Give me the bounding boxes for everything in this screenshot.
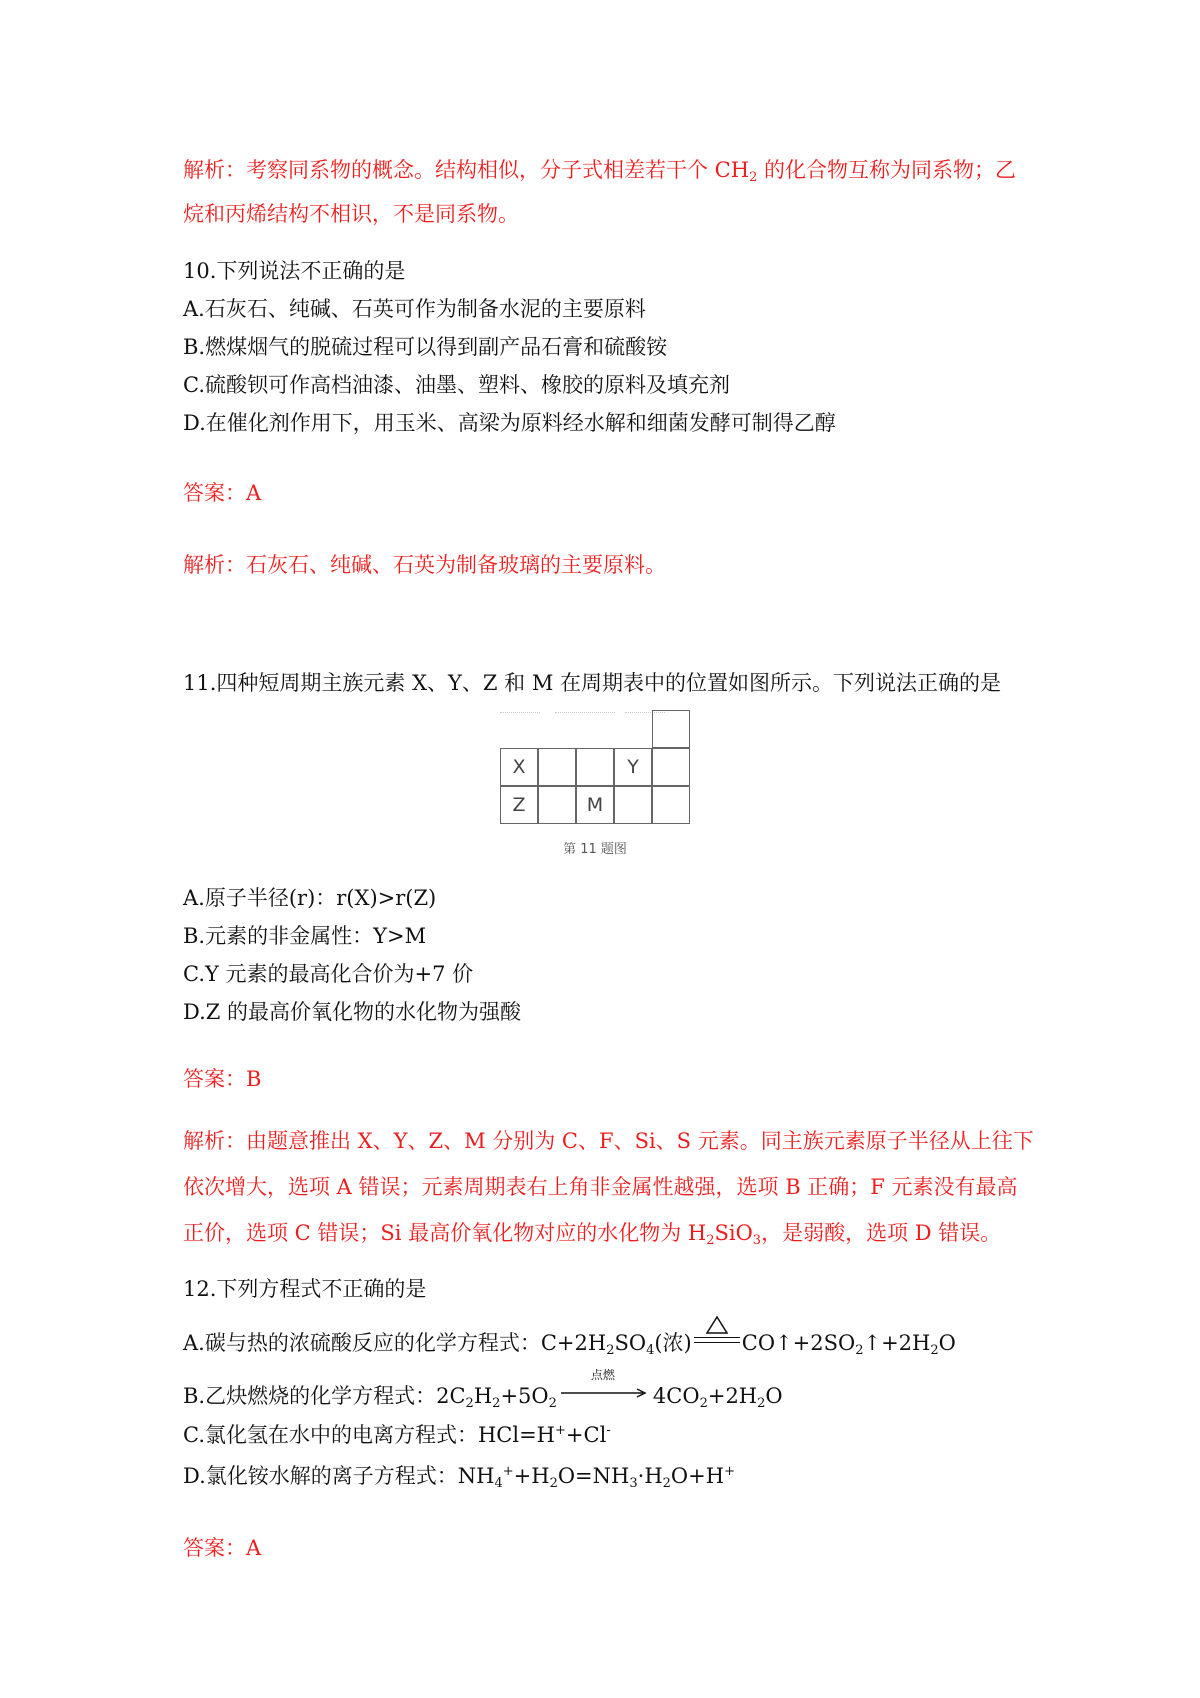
- subscript: 2: [492, 1396, 501, 1411]
- text: 解析：考察同系物的概念。结构相似，分子式相差若干个 CH: [183, 158, 750, 182]
- text: A.碳与热的浓硫酸反应的化学方程式：C+2H: [183, 1331, 607, 1355]
- text: CO↑+2SO: [741, 1331, 856, 1355]
- text: +H: [513, 1464, 550, 1488]
- subscript: 2: [549, 1476, 558, 1491]
- q11-option-b: B.元素的非金属性：Y>M: [183, 924, 427, 948]
- q11-option-a: A.原子半径(r)：r(X)>r(Z): [183, 886, 437, 910]
- text: ，是弱酸，选项 D 错误。: [761, 1221, 1002, 1245]
- text: (浓): [654, 1331, 692, 1355]
- q11-option-d: D.Z 的最高价氧化物的水化物为强酸: [183, 1000, 522, 1024]
- ignite-arrow: [561, 1368, 649, 1403]
- subscript: 2: [706, 1233, 715, 1248]
- q9-analysis-line-2: 烷和丙烯结构不相识，不是同系物。: [183, 202, 519, 226]
- q11-answer: 答案：B: [183, 1067, 262, 1091]
- q12-option-b: [183, 1368, 1033, 1411]
- figure-caption: 第 11 题图: [563, 842, 627, 857]
- subscript: 2: [662, 1476, 671, 1491]
- q10-option-c: C.硫酸钡可作高档油漆、油墨、塑料、橡胶的原料及填充剂: [183, 373, 730, 397]
- text: 的化合物互称为同系物；乙: [757, 158, 1017, 182]
- subscript: 2: [548, 1396, 557, 1411]
- text: ↑+2H: [863, 1331, 931, 1355]
- subscript: 2: [757, 1396, 766, 1411]
- text: +2H: [707, 1384, 758, 1408]
- q10-analysis: 解析：石灰石、纯碱、石英为制备玻璃的主要原料。: [183, 553, 666, 577]
- q11-stem: 11.四种短周期主族元素 X、Y、Z 和 M 在周期表中的位置如图所示。下列说法正确的是: [183, 671, 1002, 695]
- q12-option-a: [183, 1328, 1033, 1358]
- q10-stem: 10.下列说法不正确的是: [183, 259, 406, 283]
- subscript: 4: [494, 1476, 503, 1491]
- subscript: 4: [646, 1343, 655, 1358]
- decorative-line: [555, 712, 615, 715]
- subscript: 3: [629, 1476, 638, 1491]
- text: C.氯化氢在水中的电离方程式：HCl=H: [183, 1423, 556, 1447]
- text: D.氯化铵水解的离子方程式：NH: [183, 1464, 495, 1488]
- text: SO: [614, 1331, 647, 1355]
- subscript: 2: [465, 1396, 474, 1411]
- table-cell: [576, 748, 614, 786]
- table-cell: [614, 786, 652, 824]
- text: +5O: [500, 1384, 549, 1408]
- table-cell: [652, 748, 690, 786]
- superscript: +: [724, 1464, 735, 1479]
- table-cell: [652, 710, 690, 748]
- text: ·H: [637, 1464, 663, 1488]
- table-cell-x: X: [500, 748, 538, 786]
- table-cell: [652, 786, 690, 824]
- superscript: +: [555, 1423, 566, 1438]
- subscript: 3: [752, 1233, 762, 1248]
- text: O+H: [670, 1464, 725, 1488]
- table-cell-y: Y: [614, 748, 652, 786]
- q9-analysis-line-1: [183, 155, 1033, 185]
- table-cell-z: Z: [500, 786, 538, 824]
- arrow-right-icon: [561, 1388, 649, 1398]
- q12-option-c: [183, 1420, 1033, 1450]
- superscript: -: [606, 1423, 611, 1438]
- q10-option-a: A.石灰石、纯碱、石英可作为制备水泥的主要原料: [183, 297, 646, 321]
- q10-option-b: B.燃煤烟气的脱硫过程可以得到副产品石膏和硫酸铵: [183, 335, 668, 359]
- heat-condition-sign: [694, 1330, 740, 1350]
- superscript: +: [502, 1464, 514, 1479]
- q11-analysis-line-3: [183, 1218, 1033, 1248]
- text: B.乙炔燃烧的化学方程式：2C: [183, 1384, 466, 1408]
- text: 正价，选项 C 错误；Si 最高价氧化物对应的水化物为 H: [183, 1221, 707, 1245]
- q10-answer: 答案：A: [183, 481, 262, 505]
- q12-answer: 答案：A: [183, 1536, 262, 1560]
- q11-option-c: C.Y 元素的最高化合价为+7 价: [183, 962, 474, 986]
- text: O=NH: [557, 1464, 630, 1488]
- text: +Cl: [565, 1423, 607, 1447]
- subscript: 2: [930, 1343, 939, 1358]
- subscript: 2: [699, 1396, 708, 1411]
- text: 4CO: [652, 1384, 700, 1408]
- table-cell-m: M: [576, 786, 614, 824]
- periodic-table-figure: [500, 712, 710, 862]
- table-cell: [538, 748, 576, 786]
- table-cell: [538, 786, 576, 824]
- text: SiO: [714, 1221, 753, 1245]
- q10-option-d: D.在催化剂作用下，用玉米、高梁为原料经水解和细菌发酵可制得乙醇: [183, 411, 836, 435]
- delta-icon: [706, 1316, 728, 1334]
- reaction-condition-label: 点燃: [590, 1368, 615, 1382]
- q12-option-d: [183, 1461, 1033, 1491]
- q11-analysis-line-2: 依次增大，选项 A 错误；元素周期表右上角非金属性越强，选项 B 正确；F 元素没有最高: [183, 1175, 1018, 1199]
- text: O: [938, 1331, 956, 1355]
- text: H: [473, 1384, 493, 1408]
- text: O: [765, 1384, 783, 1408]
- decorative-line: [500, 712, 540, 715]
- subscript: 2: [855, 1343, 864, 1358]
- q12-stem: 12.下列方程式不正确的是: [183, 1277, 427, 1301]
- q11-analysis-line-1: 解析：由题意推出 X、Y、Z、M 分别为 C、F、Si、S 元素。同主族元素原子半径从上往下: [183, 1129, 1034, 1153]
- subscript: 2: [749, 170, 758, 185]
- subscript: 2: [606, 1343, 615, 1358]
